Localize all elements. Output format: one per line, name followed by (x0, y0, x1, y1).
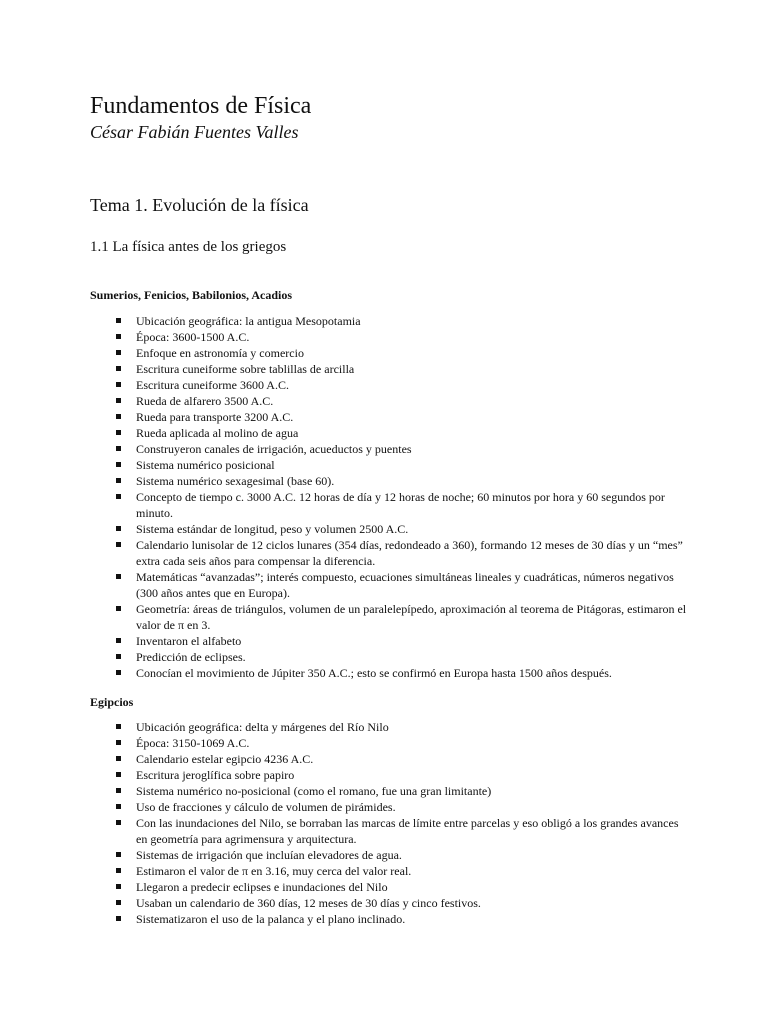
list-item (90, 473, 690, 489)
list-item-text: Escritura jeroglífica sobre papiro (136, 768, 295, 782)
subtopic-heading: 1.1 La física antes de los griegos (90, 239, 287, 255)
list-item-text: Usaban un calendario de 360 días, 12 meses de 30 días y cinco festivos. (136, 896, 481, 910)
bullet-square-icon (116, 574, 121, 579)
bullet-square-icon (116, 382, 121, 387)
bullet-square-icon (116, 724, 121, 729)
list-item (90, 441, 690, 457)
bullet-square-icon (116, 414, 121, 419)
list-item-text: Época: 3600-1500 A.C. (136, 330, 250, 344)
bullet-square-icon (116, 740, 121, 745)
list-item-text: Predicción de eclipses. (136, 650, 246, 664)
list-item-text: Calendario estelar egipcio 4236 A.C. (136, 752, 314, 766)
list-item (90, 911, 690, 927)
list-item-text: Con las inundaciones del Nilo, se borraban las marcas de límite entre parcelas y eso obligó a los grandes avances en geometría para agrimensura y arquitectura. (136, 816, 679, 846)
bullet-square-icon (116, 900, 121, 905)
document-title: Fundamentos de Física (90, 93, 312, 119)
bullet-square-icon (116, 772, 121, 777)
bullet-square-icon (116, 350, 121, 355)
list-item (90, 895, 690, 911)
list-item (90, 329, 690, 345)
bullet-square-icon (116, 868, 121, 873)
list-item-text: Sistema numérico posicional (136, 458, 275, 472)
bullet-square-icon (116, 366, 121, 371)
list-item (90, 767, 690, 783)
bullet-square-icon (116, 884, 121, 889)
list-item-text: Enfoque en astronomía y comercio (136, 346, 304, 360)
bullet-square-icon (116, 788, 121, 793)
bullet-square-icon (116, 542, 121, 547)
bullet-square-icon (116, 526, 121, 531)
list-item (90, 719, 690, 735)
list-item (90, 879, 690, 895)
list-item-text: Inventaron el alfabeto (136, 634, 242, 648)
list-item-text: Escritura cuneiforme sobre tablillas de arcilla (136, 362, 355, 376)
list-item-text: Llegaron a predecir eclipses e inundaciones del Nilo (136, 880, 388, 894)
list-item (90, 409, 690, 425)
list-item (90, 313, 690, 329)
bullet-square-icon (116, 606, 121, 611)
list-item-text: Sistema numérico no-posicional (como el romano, fue una gran limitante) (136, 784, 492, 798)
list-item (90, 601, 690, 633)
list-item-text: Uso de fracciones y cálculo de volumen de pirámides. (136, 800, 396, 814)
list-item (90, 863, 690, 879)
list-item-text: Sistemas de irrigación que incluían elevadores de agua. (136, 848, 402, 862)
list-item (90, 633, 690, 649)
section-heading-sumerios: Sumerios, Fenicios, Babilonios, Acadios (90, 288, 293, 302)
list-item (90, 735, 690, 751)
list-item (90, 649, 690, 665)
list-item (90, 799, 690, 815)
bullet-square-icon (116, 804, 121, 809)
list-item (90, 569, 690, 601)
list-item-text: Rueda aplicada al molino de agua (136, 426, 299, 440)
list-item-text: Época: 3150-1069 A.C. (136, 736, 250, 750)
bullet-square-icon (116, 462, 121, 467)
list-item (90, 665, 690, 681)
list-item (90, 537, 690, 569)
list-item-text: Geometría: áreas de triángulos, volumen de un paralelepípedo, aproximación al teorema de Pitágoras, estimaron el valor de π en 3. (136, 602, 687, 632)
list-item (90, 521, 690, 537)
bullet-square-icon (116, 654, 121, 659)
list-item-text: Calendario lunisolar de 12 ciclos lunares (354 días, redondeado a 360), formando 12 meses de 30 días y un “mes” extra cada seis años para compensar la diferencia. (136, 538, 683, 568)
bullet-square-icon (116, 820, 121, 825)
list-item-text: Sistematizaron el uso de la palanca y el plano inclinado. (136, 912, 406, 926)
list-item-text: Ubicación geográfica: delta y márgenes del Río Nilo (136, 720, 389, 734)
document-author: César Fabián Fuentes Valles (90, 122, 299, 142)
list-item-text: Rueda para transporte 3200 A.C. (136, 410, 294, 424)
bullet-square-icon (116, 916, 121, 921)
list-item (90, 815, 690, 847)
bullet-square-icon (116, 478, 121, 483)
bullet-list-sumerios (90, 313, 690, 681)
list-item (90, 345, 690, 361)
list-item-text: Rueda de alfarero 3500 A.C. (136, 394, 274, 408)
list-item (90, 425, 690, 441)
topic-heading: Tema 1. Evolución de la física (90, 195, 309, 215)
list-item-text: Escritura cuneiforme 3600 A.C. (136, 378, 289, 392)
list-item (90, 847, 690, 863)
list-item-text: Estimaron el valor de π en 3.16, muy cerca del valor real. (136, 864, 412, 878)
bullet-square-icon (116, 756, 121, 761)
list-item (90, 783, 690, 799)
bullet-square-icon (116, 638, 121, 643)
list-item-text: Sistema estándar de longitud, peso y volumen 2500 A.C. (136, 522, 409, 536)
list-item (90, 393, 690, 409)
list-item (90, 489, 690, 521)
bullet-square-icon (116, 494, 121, 499)
list-item-text: Ubicación geográfica: la antigua Mesopotamia (136, 314, 361, 328)
list-item (90, 361, 690, 377)
bullet-square-icon (116, 430, 121, 435)
list-item-text: Conocían el movimiento de Júpiter 350 A.C.; esto se confirmó en Europa hasta 1500 años después. (136, 666, 612, 680)
list-item (90, 457, 690, 473)
list-item-text: Concepto de tiempo c. 3000 A.C. 12 horas de día y 12 horas de noche; 60 minutos por hora y 60 segundos por minuto. (136, 490, 665, 520)
list-item (90, 377, 690, 393)
list-item-text: Construyeron canales de irrigación, acueductos y puentes (136, 442, 412, 456)
bullet-square-icon (116, 852, 121, 857)
section-heading-egipcios: Egipcios (90, 695, 134, 709)
bullet-square-icon (116, 670, 121, 675)
bullet-square-icon (116, 446, 121, 451)
bullet-square-icon (116, 398, 121, 403)
bullet-square-icon (116, 334, 121, 339)
bullet-list-egipcios (90, 719, 690, 927)
list-item (90, 751, 690, 767)
bullet-square-icon (116, 318, 121, 323)
list-item-text: Matemáticas “avanzadas”; interés compuesto, ecuaciones simultáneas lineales y cuadráticas, números negativos (300 años antes que en Europa). (136, 570, 674, 600)
list-item-text: Sistema numérico sexagesimal (base 60). (136, 474, 335, 488)
